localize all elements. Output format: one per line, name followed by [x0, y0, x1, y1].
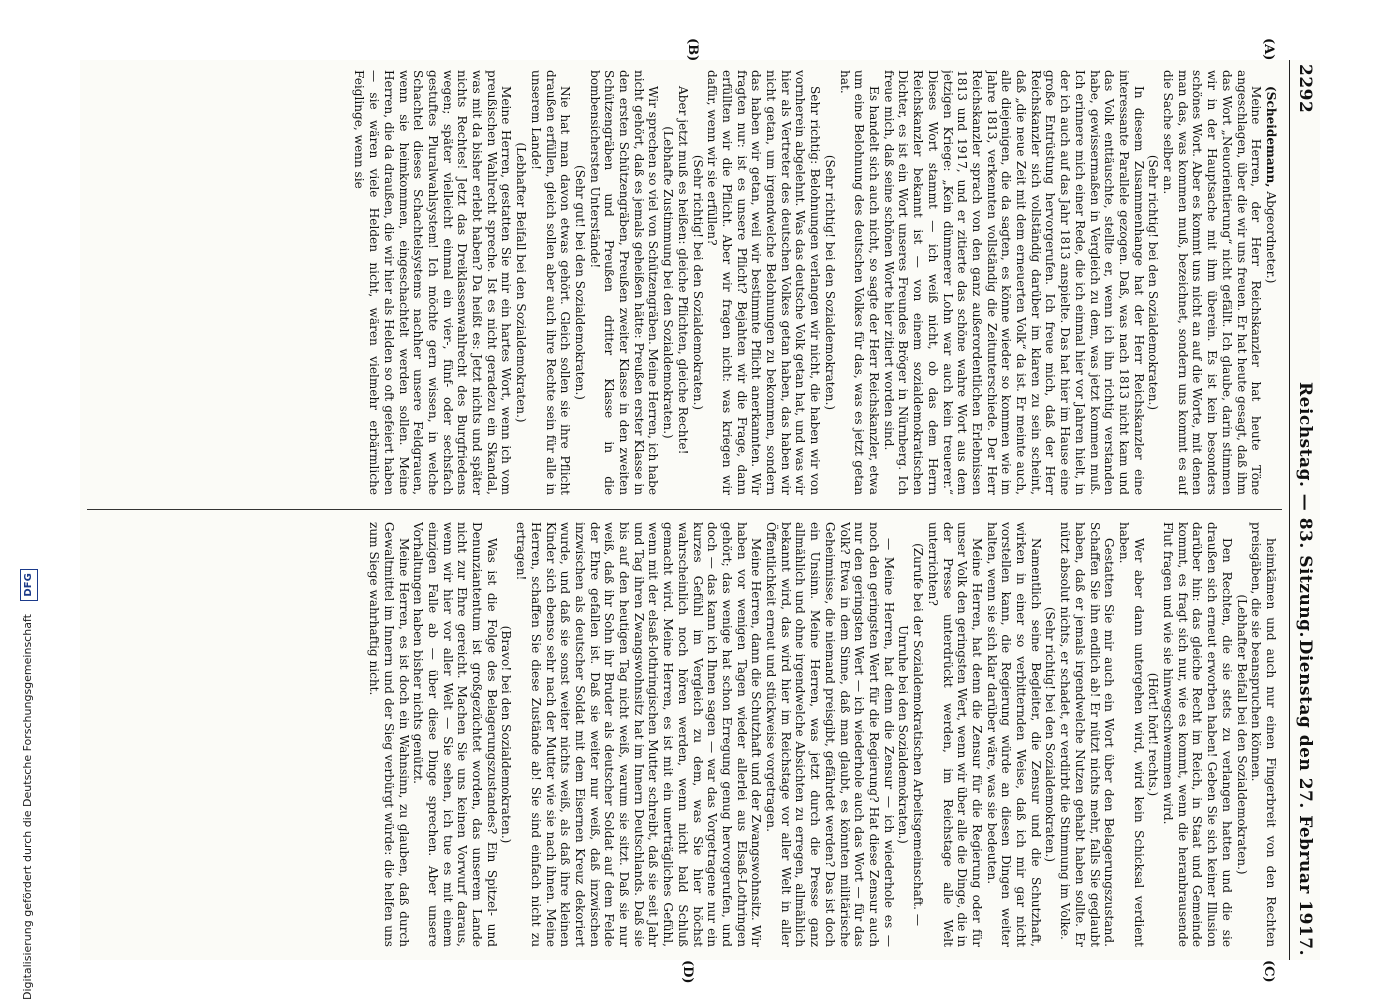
left-text-column — [83, 70, 1278, 495]
speaker-role: Abgeordneter.) — [1264, 191, 1278, 284]
speech-paragraph: Aber jetzt muß es heißen: gleiche Pflichten, gleiche Rechte! — [675, 86, 690, 455]
interjection-remark: (Lebhafter Beifall bei den Sozialdemokraten.) — [1234, 594, 1249, 875]
interjection-remark: (Hört! hört! rechts.) — [1146, 672, 1161, 797]
speech-paragraph: Namentlich seine Begleiter, die Zensur und die Schutzhaft, wirken in einer so verbitternden Weise, daß ich mir gar nicht vorstellen kann, die Regierung würde an diesen Dingen weiter halten, wenn sie sich klar darüber wäre, was sie bedeuten. — [984, 522, 1043, 947]
speech-paragraph: Den Rechten, die sie stets zu verlangen hatten und die sie draußen sich erneut erworben haben! Geben Sie sich keiner Illusion darüber hin: das gleiche Recht im Reich, in Staat und Gemeinde kommt, es fragt sich nur, wie es kommt, wenn die heranbrausende Flut fragen und wie sie hinwegschwemmen wird. — [1161, 522, 1234, 947]
speech-paragraph: Wer aber dann untergehen wird, wird kein Schicksal verdient haben. — [1116, 522, 1146, 947]
header-title: Reichstag. — 83. Sitzung. — [1295, 382, 1315, 638]
speech-paragraph: Meine Herren, hat denn die Zensur für die Regierung oder für unser Volk den geringsten Wert, wenn wir über alle die Dinge, die in der Presse unterdrückt werden, im Reichstage alle Welt unterrichten? — [925, 522, 984, 947]
margin-mark-a: (A) — [1261, 38, 1276, 61]
interjection-remark: (Sehr richtig! bei den Sozialdemokraten.) — [690, 154, 705, 411]
speech-paragraph: Sehr richtig: Belohnungen verlangen wir nicht, die haben wir von vornherein abgelehnt. Was das deutsche Volk getan hat, und was wir hier als Vertreter des deutschen Volkes getan haben, das haben wir nicht getan, um irgendwelche Belohnungen zu bekommen, sondern das haben wir getan, weil wir bestimmte Pflicht anerkannten. Wir fragten nur: ist es unsere Pflicht? Bejahten wir die Frage, dann erfüllten wir die Pflicht. Aber wir fragen nicht: was kriegen wir dafür, wenn wir sie erfüllen? — [705, 70, 823, 495]
interjection-remark: (Zurufe bei der Sozialdemokratischen Arbeitsgemeinschaft. — Unruhe bei den Sozialdemokraten.) — [896, 543, 926, 926]
speech-paragraph: In diesem Zusammenhange hat der Herr Reichskanzler eine interessante Parallele gezogen. Daß, was nach 1813 nicht kam und das Volk enttäuschte, stellte er, wenn ich ihn richtig verstanden habe, gewissermaßen in Vergleich zu dem, was jetzt kommen muß. Ich erinnere mich einer Rede, die ich einmal hier vor Jahren hielt, in der ich auch auf das Jahr 1813 anspielte. Das hat hier im Hause eine große Entrüstung hervorgerufen. Ich freue mich, daß der Herr Reichskanzler sich vollständig darüber im klaren zu sein scheint, daß „die neue Zeit mit dem erneuerten Volk“ da ist. Er meinte auch, alle diejenigen, die da sagten, es könne wieder so kommen wie im Jahre 1813, verkennten vollständig die Zeitunterschiede. Der Herr Reichskanzler sprach von den ganz außerordentlichen Erlebnissen 1813 und 1917, und er zitierte das schöne wahre Wort aus dem jetzigen Kriege: „Kein dümmerer Lohn war auch kein treuerer.“ Dieses Wort stammt — ich weiß nicht, ob das dem Herrn Reichskanzler bekannt ist — von einem sozialdemokratischen Dichter, es ist ein Wort unseres Freundes Bröger in Nürnberg. Ich freue mich, daß seine schönen Worte hier zitiert worden sind. — [881, 70, 1146, 495]
interjection-remark: (Sehr richtig! bei den Sozialdemokraten.) — [1043, 606, 1058, 863]
speech-paragraph: heimkämen und auch nur einen Fingerbreit von den Rechten preisgäben, die sie beanspruchen können. — [1249, 522, 1278, 947]
interjection-remark: (Sehr richtig! bei den Sozialdemokraten.) — [822, 154, 837, 411]
page-header — [1289, 60, 1320, 960]
speech-paragraph: Meine Herren, dann die Schutzhaft und der Zwangswohnsitz. Wir haben vor wenigen Tagen wieder allerlei aus Elsaß-Lothringen gehört; das wenige hat schon Erregung genug hervorgerufen, und doch — das kann ich Ihnen sagen — war das Vorgetragene nur ein kurzes Gefühl im Vergleich zu dem, was Sie hier höchst wahrscheinlich noch hören werden, wenn nicht bald Schluß gemacht wird. Meine Herren, es ist mit ein unerträgliches Gefühl, wenn mit der elsaß-lothringischen Mutter schreibt, daß sie seit Jahr und Tag ihren Zwangswohnsitz hat im Innern Deutschlands. Daß sie bis auf den heutigen Tag nicht weiß, warum sie sitzt. Daß sie nur weiß, daß ihr Sohn ihr Bruder als deutscher Soldat auf dem Felde der Ehre gefallen ist. Daß sie weiter nur weiß, daß inzwischen inzwischen als deutscher Soldat mit dem Eisernen Kreuz dekoriert wurde, und daß sie sonst weiter nichts weiß, als daß ihre kleinen Kinder sich ebenso sehr nach der Mutter wie sie nach ihnen. Meine Herren, schaffen Sie diese Zustände ab! Sie sind einfach nicht zu ertragen! — [514, 522, 764, 947]
speech-paragraph: Es handelt sich auch nicht, so sagte der Herr Reichskanzler, etwa um eine Belohnung des deutschen Volkes für das, was es jetzt getan hat. — [837, 70, 882, 495]
speech-paragraph: Meine Herren, gestatten Sie mir ein hartes Wort, wenn ich vom preußischen Wahlrecht spreche. Ist es nicht geradezu ein Skandal, was mit da bisher erlebt haben? Da heißt es: Jetzt nichts und später nichts Rechtes! Jetzt das Dreiklassenwahlrecht des Burgfriedens wegen; später vielleicht einmal ein vier-, fünf- oder sechsfach gestuftes Pluralwahlsystem! Ich möchte gern wissen, in welche Schachtel dieses Schachtelsystems nachher unsere Feldgrauen, wenn sie heimkommen, eingeschachtelt werden sollen. Meine Herren, die da draußen, die wir hier als Helden so oft gefeiert haben — sie wären viele Helden nicht, wären vielmehr erbärmliche Feiglinge, wenn sie — [352, 70, 514, 495]
page-number: 2292 — [1295, 64, 1315, 114]
speech-paragraph: Wir sprechen so viel von Schützengräben. Meine Herren, ich habe nicht gehört, daß es jemals geheißen hätte: Preußen erster Klasse in den ersten Schützengräben, Preußen zweiter Klasse in den zweiten Schützengräben und Preußen dritter Klasse in die bombensichersten Unterstände! — [587, 70, 661, 495]
interjection-remark: (Bravo! bei den Sozialdemokraten.) — [499, 625, 514, 844]
speech-paragraph: Meine Herren, es ist doch ein Wahnsinn, zu glauben, daß durch Gewaltmittel im Innern und der Sieg verbürgt würde: die helfen uns zum Siege wahrhaftig nicht. — [367, 522, 411, 947]
interjection-remark: (Sehr richtig! bei den Sozialdemokraten.) — [1146, 154, 1161, 411]
margin-mark-b: (B) — [685, 38, 700, 62]
speech-paragraph: Nie hat man davon etwas gehört. Gleich sollen sie ihre Pflicht draußen erfüllen, gleich sollen aber auch ihre Rechte sein für alle in unserem Lande! — [528, 70, 573, 495]
speaker-line — [1263, 70, 1278, 495]
dfg-logo: DFG — [20, 569, 38, 600]
digitization-credit — [20, 0, 36, 1000]
interjection-remark: (Sehr gut! bei den Sozialdemokraten.) — [572, 164, 587, 401]
speech-paragraph: Gestatten Sie mir auch ein Wort über den Belagerungszustand. Schaffen Sie ihn endlich ab! Er nützt nichts mehr, falls Sie geglaubt haben, daß er jemals irgendwelche Nutzen gehabt haben sollte. Er nützt absolut nichts, er schadet, er verdirbt die Stimmung im Volke. — [1058, 522, 1117, 947]
margin-mark-d: (D) — [680, 960, 695, 984]
header-date: Dienstag den 27. Februar 1917. — [1295, 639, 1315, 956]
column-divider — [87, 509, 1282, 510]
margin-mark-c: (C) — [1261, 960, 1276, 983]
interjection-remark: (Lebhafter Beifall bei den Sozialdemokraten.) — [514, 142, 529, 423]
credit-text: Digitalisierung gefördert durch die Deutsche Forschungsgemeinschaft — [21, 614, 34, 1000]
newspaper-page — [80, 38, 1320, 984]
speaker-name: (Scheidemann, — [1264, 86, 1278, 188]
right-text-column — [83, 522, 1278, 947]
interjection-remark: (Lebhafte Zustimmung bei den Sozialdemokraten.) — [661, 126, 676, 439]
speech-paragraph: Was ist die Folge des Belagerungszustandes? Ein Spitzel- und Denunziantentum ist großgezüchtet worden, das unserem Lande nicht zur Ehre gereicht. Machen Sie uns keinen Vorwurf daraus, wenn wir hier vor aller Welt — Sie sehen, ich tue es mit einem einzigen Falle ab — über diese Dinge sprechen. Aber unsere Vorhaltungen haben bisher nichts genützt. — [411, 522, 499, 947]
speech-paragraph: Meine Herren, der Herr Reichskanzler hat heute Töne angeschlagen, über die wir uns freuen. Er hat heute gesagt, daß ihm das Wort „Neuorientierung“ nicht gefällt. Ich glaube, darin stimmen wir in der Hauptsache mit ihm überein. Es ist kein besonders schönes Wort. Aber es kommt uns nicht an auf die Worte, mit denen man das, was kommen muß, bezeichnet, sondern uns kommt es auf die Sache selber an. — [1161, 70, 1264, 495]
speech-paragraph: — Meine Herren, hat denn die Zensur — ich wiederhole es — noch den geringsten Wert für die Regierung? Hat diese Zensur auch nur den geringsten Wert — ich wiederhole auch das Wort — für das Volk? Etwa in dem Sinne, daß man glaubt, es könnten militärische Geheimnisse, die niemand preisgibt, gefährdet werden? Das ist doch ein Unsinn. Meine Herren, was jetzt durch die Presse ganz allmählich und ohne irgendwelche Absichten zu erregen, allmählich bekannt wird, das wird hier im Reichstage vor aller Welt in aller Öffentlichkeit erneut und stückweise vorgetragen. — [764, 522, 896, 947]
